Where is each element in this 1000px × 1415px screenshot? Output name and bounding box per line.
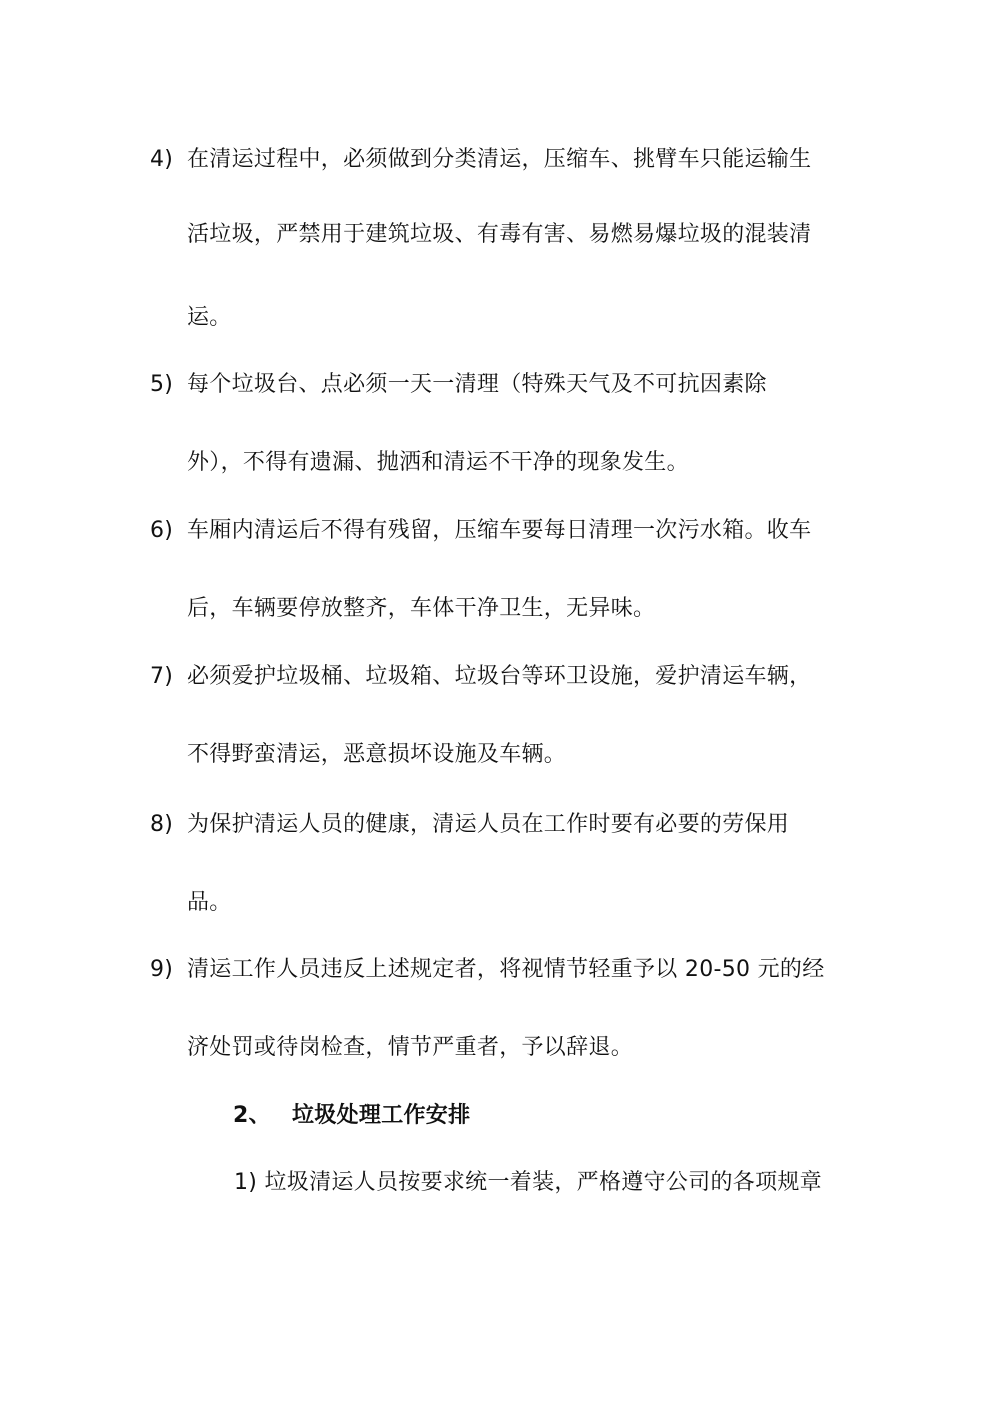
item-text-line: 车厢内清运后不得有残留，压缩车要每日清理一次污水箱。收车 [187, 518, 812, 543]
list-item-4-cont [0, 303, 1000, 333]
item-text-line: 清运工作人员违反上述规定者，将视情节轻重予以 20-50 元的经 [187, 957, 825, 982]
item-text-line: 外），不得有遗漏、抛洒和清运不干净的现象发生。 [187, 450, 689, 475]
section-heading [0, 1101, 1000, 1131]
item-number: 5) [150, 372, 174, 397]
item-text-line: 后，车辆要停放整齐，车体干净卫生，无异味。 [187, 596, 656, 621]
item-text-line: 运。 [187, 305, 232, 330]
item-text-line: 每个垃圾台、点必须一天一清理（特殊天气及不可抗因素除 [187, 372, 767, 397]
section-title: 垃圾处理工作安排 [292, 1103, 471, 1128]
item-text-line: 为保护清运人员的健康，清运人员在工作时要有必要的劳保用 [187, 812, 790, 837]
list-item-9-cont [0, 1033, 1000, 1063]
item-text-line: 济处罚或待岗检查，情节严重者，予以辞退。 [187, 1035, 634, 1060]
list-item-5-cont [0, 448, 1000, 478]
list-item-8 [0, 810, 1000, 840]
list-item-7-cont [0, 740, 1000, 770]
list-item-5 [0, 370, 1000, 400]
list-item-9 [0, 955, 1000, 985]
sub-item-text: 1) 垃圾清运人员按要求统一着装，严格遵守公司的各项规章 [234, 1170, 822, 1195]
list-item-6 [0, 516, 1000, 546]
list-item-4 [0, 145, 1000, 175]
item-number: 4) [150, 147, 174, 172]
item-number: 7) [150, 664, 174, 689]
item-number: 8) [150, 812, 174, 837]
section-number: 2、 [233, 1103, 271, 1128]
list-item-6-cont [0, 594, 1000, 624]
item-text-line: 必须爱护垃圾桶、垃圾箱、垃圾台等环卫设施，爱护清运车辆， [187, 664, 812, 689]
item-text-line: 不得野蛮清运，恶意损坏设施及车辆。 [187, 742, 567, 767]
list-item-8-cont [0, 888, 1000, 918]
item-text-line: 品。 [187, 890, 232, 915]
list-item-7 [0, 662, 1000, 692]
item-number: 9) [150, 957, 174, 982]
item-text-line: 在清运过程中，必须做到分类清运，压缩车、挑臂车只能运输生 [187, 147, 812, 172]
item-text-line: 活垃圾，严禁用于建筑垃圾、有毒有害、易燃易爆垃圾的混装清 [187, 222, 812, 247]
sub-list-item-1 [0, 1168, 1000, 1198]
list-item-4-cont [0, 220, 1000, 250]
item-number: 6) [150, 518, 174, 543]
